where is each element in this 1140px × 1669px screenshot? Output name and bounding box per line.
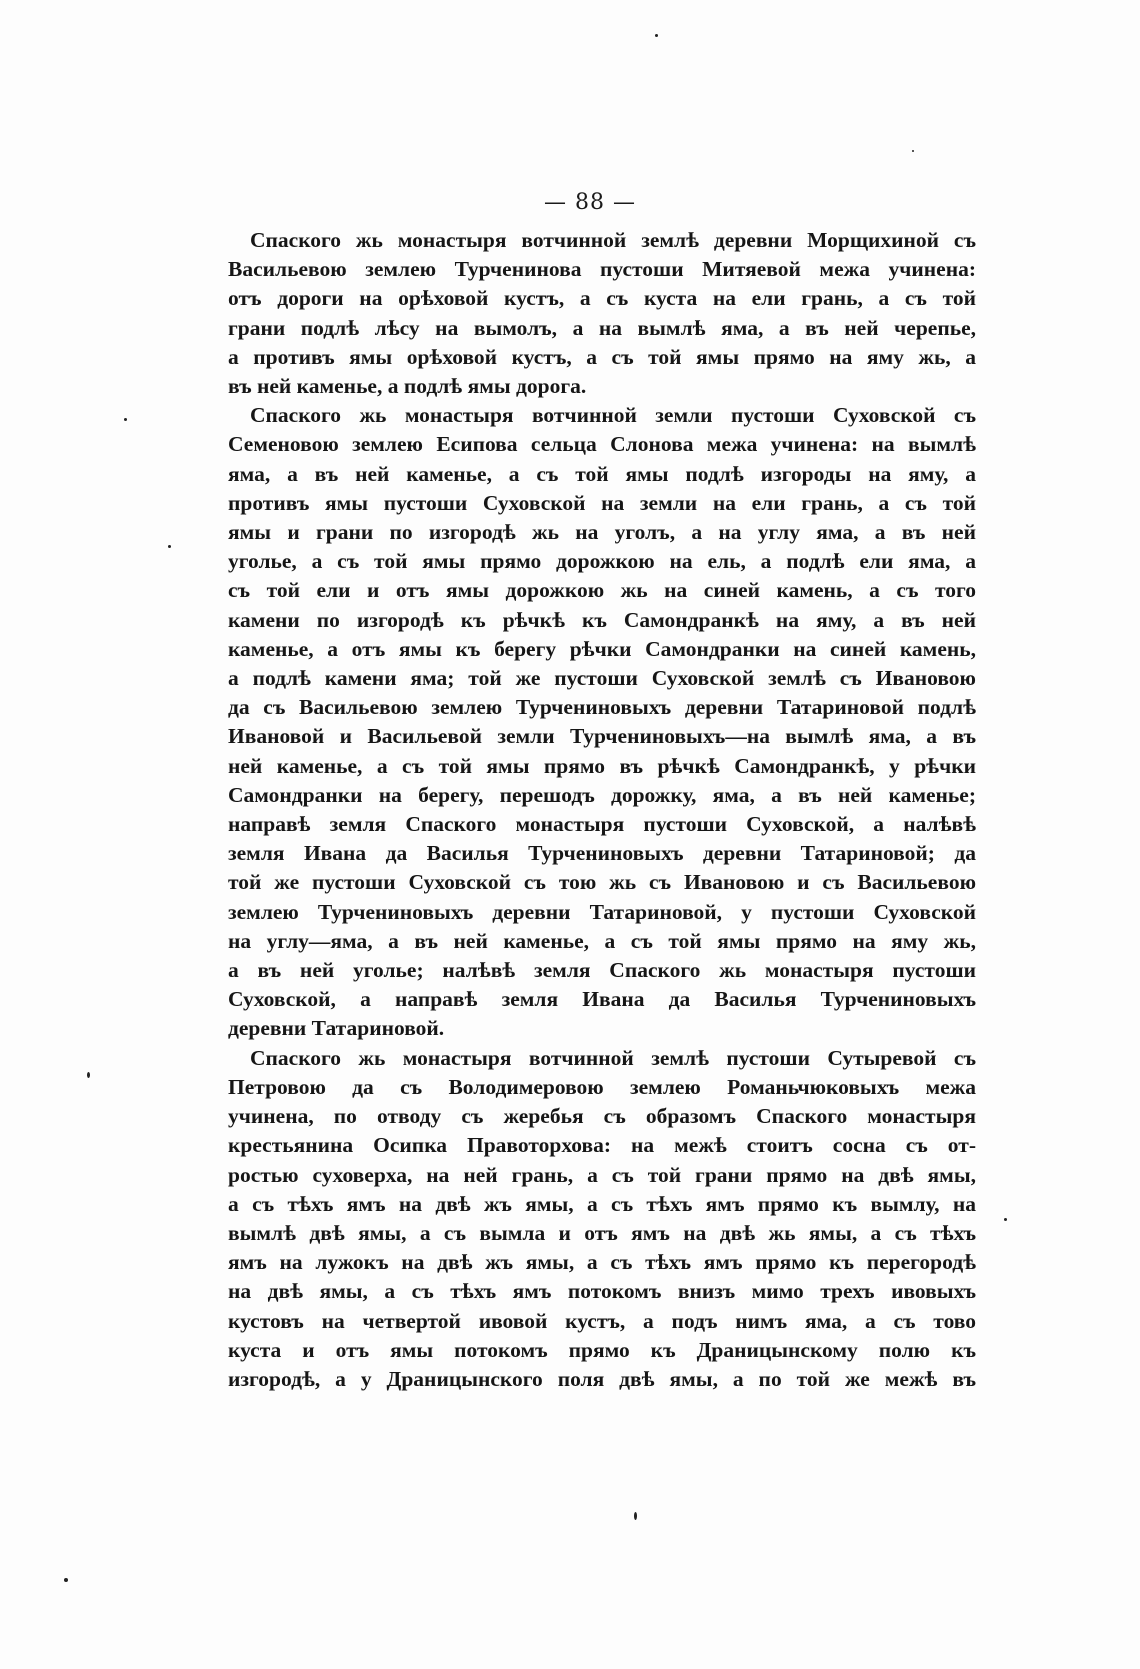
text-line: а съ тѣхъ ямъ на двѣ жъ ямы, а съ тѣхъ ямъ прямо къ вымлу, на	[228, 1191, 976, 1216]
text-line: крестьянина Осипка Правоторхова: на межѣ стоитъ сосна съ от-	[228, 1133, 976, 1158]
text-line: противъ ямы пустоши Суховской на земли на ели грань, а съ той	[228, 490, 976, 515]
text-line: на углу—яма, а въ ней каменье, а съ той ямы прямо на яму жь,	[228, 928, 976, 953]
text-line: Спаского жь монастыря вотчинной земли пустоши Суховской съ	[250, 403, 976, 428]
text-line: а въ ней уголье; налѣвѣ земля Спаского жь монастыря пустоши	[228, 958, 976, 983]
text-line: камени по изгородѣ къ рѣчкѣ къ Самондранкѣ на яму, а въ ней	[228, 607, 976, 632]
text-line: а подлѣ камени яма; той же пустоши Суховской землѣ съ Ивановою	[228, 666, 976, 691]
scan-speck	[1004, 1218, 1007, 1221]
text-line: грани подлѣ лѣсу на вымолъ, а на вымлѣ яма, а въ ней черепье,	[228, 315, 976, 340]
scan-speck	[912, 150, 914, 152]
text-line: деревни Татариновой.	[228, 1016, 445, 1041]
scan-speck	[634, 1512, 637, 1520]
text-line: ней каменье, а съ той ямы прямо въ рѣчкѣ Самондранкѣ, у рѣчки	[228, 753, 976, 778]
text-line: учинена, по отводу съ жеребья съ образомъ Спаского монастыря	[228, 1104, 976, 1129]
text-line: съ той ели и отъ ямы дорожкою жь на синей камень, а съ того	[228, 578, 976, 603]
text-line: изгородѣ, а у Драницынского поля двѣ ямы, а по той же межѣ въ	[228, 1366, 976, 1391]
scan-speck	[168, 545, 171, 548]
text-line: куста и отъ ямы потокомъ прямо къ Драницынскому полю къ	[228, 1337, 976, 1362]
text-line: яма, а въ ней каменье, а съ той ямы подлѣ изгороды на яму, а	[228, 461, 976, 486]
text-line: кустовъ на четвертой ивовой кустъ, а подъ нимъ яма, а съ тово	[228, 1308, 976, 1333]
text-line: ростью суховерха, на ней грань, а съ той грани прямо на двѣ ямы,	[228, 1162, 976, 1187]
paragraph-2	[228, 401, 976, 1043]
text-line: да съ Васильевою землею Турчениновыхъ деревни Татариновой подлѣ	[228, 695, 976, 720]
text-line: направѣ земля Спаского монастыря пустоши Суховской, а налѣвѣ	[228, 812, 976, 837]
text-line: Суховской, а направѣ земля Ивана да Василья Турчениновыхъ	[228, 987, 976, 1012]
text-line: въ ней каменье, а подлѣ ямы дорога.	[228, 374, 587, 399]
text-line: Спаского жь монастыря вотчинной землѣ деревни Морщихиной съ	[250, 228, 976, 252]
text-line: той же пустоши Суховской съ тою жь съ Ивановою и съ Васильевою	[228, 870, 976, 895]
scan-speck	[64, 1578, 68, 1582]
text-line: каменье, а отъ ямы къ берегу рѣчки Самондранки на синей камень,	[228, 636, 976, 661]
text-line: Петровою да съ Володимеровою землею Романьчюковыхъ межа	[228, 1074, 976, 1099]
scan-speck	[124, 418, 127, 421]
body-text	[228, 226, 976, 1394]
text-line: земля Ивана да Василья Турчениновыхъ деревни Татариновой; да	[228, 841, 976, 866]
paragraph-3	[228, 1044, 976, 1394]
scan-speck	[655, 34, 658, 37]
text-line: ямъ на лужокъ на двѣ жъ ямы, а съ тѣхъ ямъ прямо къ перегородѣ	[228, 1250, 976, 1275]
text-line: землею Турчениновыхъ деревни Татариновой, у пустоши Суховской	[228, 899, 976, 924]
text-line: Ивановой и Васильевой земли Турчениновыхъ—на вымлѣ яма, а въ	[228, 724, 976, 749]
text-line: Семеновою землею Есипова сельца Слонова межа учинена: на вымлѣ	[228, 432, 976, 457]
text-line: на двѣ ямы, а съ тѣхъ ямъ потокомъ внизъ мимо трехъ ивовыхъ	[228, 1279, 976, 1304]
text-line: ямы и грани по изгородѣ жь на уголъ, а на углу яма, а въ ней	[228, 520, 976, 545]
text-line: Спаского жь монастыря вотчинной землѣ пустоши Сутыревой съ	[250, 1045, 976, 1070]
text-line: Васильевою землею Турченинова пустоши Митяевой межа учинена:	[228, 257, 976, 282]
text-line: а противъ ямы орѣховой кустъ, а съ той ямы прямо на яму жь, а	[228, 344, 976, 369]
page-number: — 88 —	[544, 190, 636, 215]
text-line: уголье, а съ той ямы прямо дорожкою на ель, а подлѣ ели яма, а	[228, 549, 976, 574]
scan-speck	[87, 1072, 90, 1078]
text-line: вымлѣ двѣ ямы, а съ вымла и отъ ямъ на двѣ жь ямы, а съ тѣхъ	[228, 1220, 976, 1245]
text-line: отъ дороги на орѣховой кустъ, а съ куста на ели грань, а съ той	[228, 286, 976, 311]
text-line: Самондранки на берегу, перешодъ дорожку, яма, а въ ней каменье;	[228, 782, 976, 807]
paragraph-1	[228, 226, 976, 401]
